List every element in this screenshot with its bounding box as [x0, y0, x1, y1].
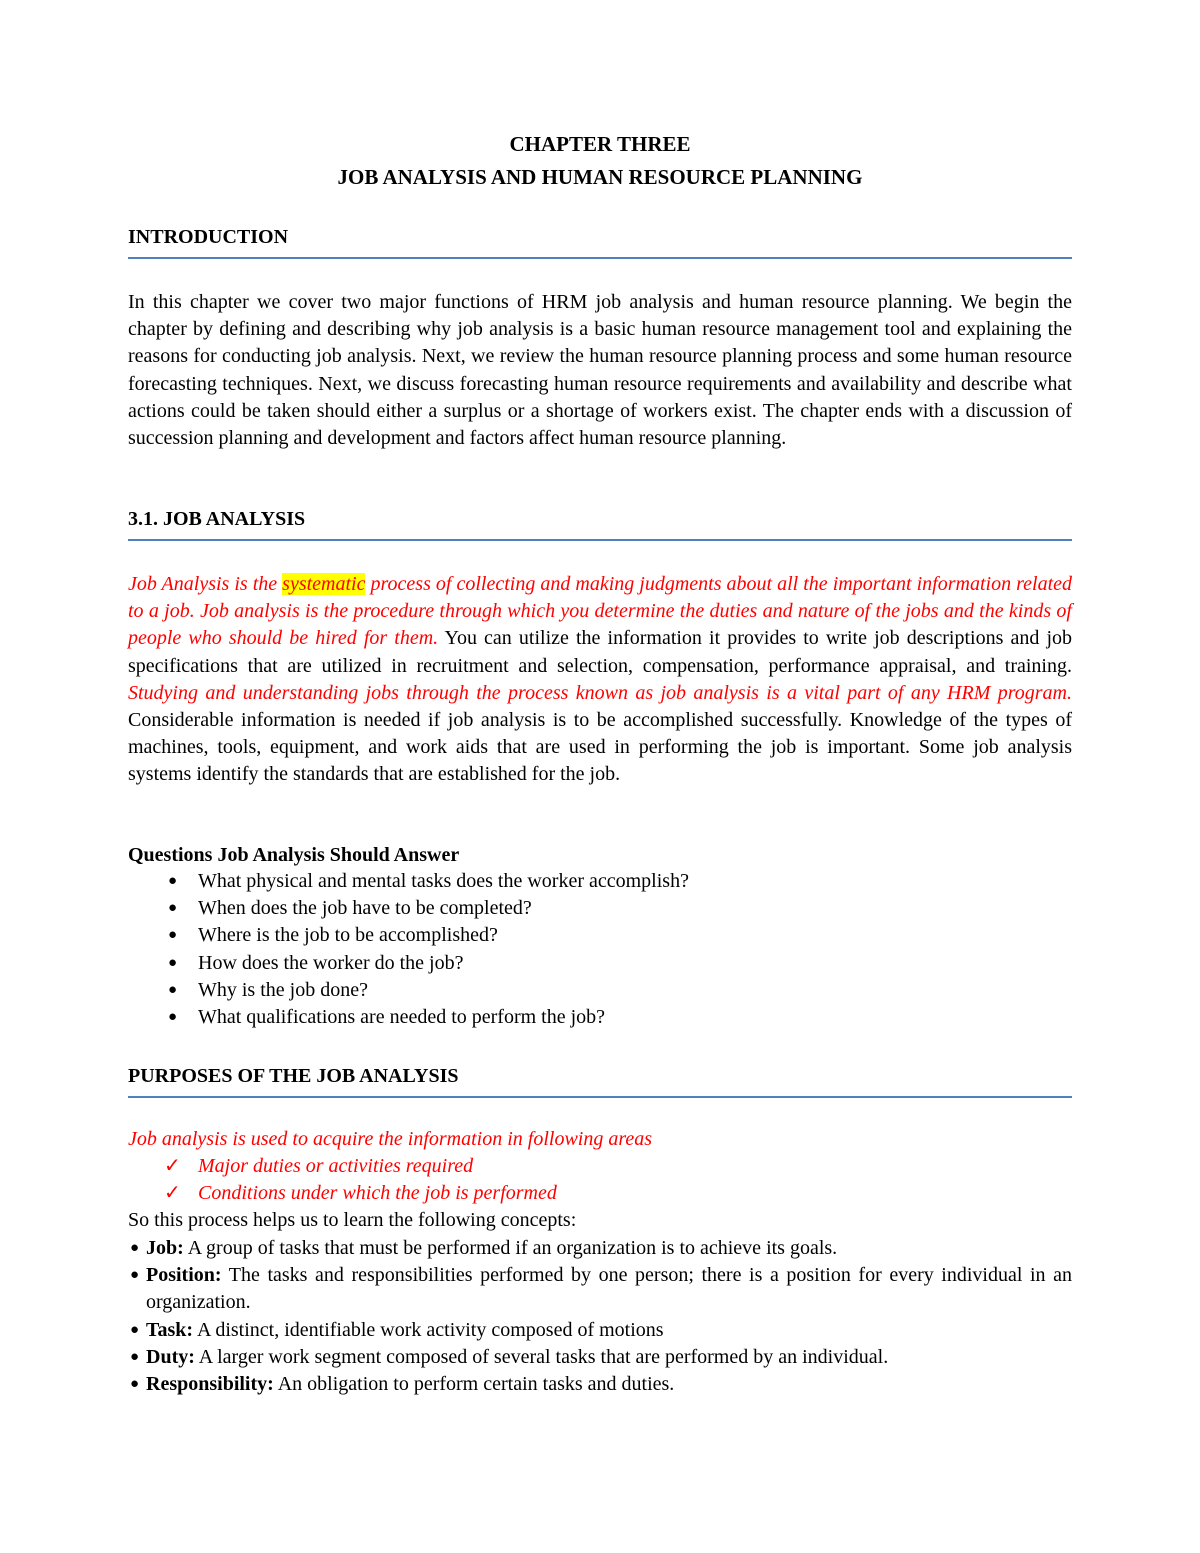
list-item — [128, 922, 689, 949]
definition-text: process of collecting and making judgments about all the important information related to a job. Job analysis is the procedure through which you determine the duties and nature of the jobs and the kinds of people who should be hired for them. — [128, 573, 1073, 650]
bullet-icon: ● — [130, 1267, 140, 1284]
introduction-paragraph: In this chapter we cover two major functions of HRM job analysis and human resource planning. We begin the chapter by defining and describing why job analysis is a basic human resource management tool and explaining the reasons for conducting job analysis. Next, we review the human resource planning process and some human resource forecasting techniques. Next, we discuss forecasting human resource requirements and availability and describe what actions could be taken should either a surplus or a shortage of workers exist. The chapter ends with a discussion of succession planning and development and factors affect human resource planning. — [128, 291, 1072, 450]
concept-definition: An obligation to perform certain tasks and duties. — [273, 1373, 675, 1396]
job-analysis-paragraph — [128, 571, 1072, 789]
bullet-icon: ● — [130, 1348, 140, 1365]
bullet-icon: ● — [168, 981, 178, 998]
question-text: When does the job have to be completed? — [198, 897, 532, 920]
bullet-icon: ● — [130, 1240, 140, 1256]
check-item-conditions: Conditions under which the job is performed — [198, 1182, 557, 1204]
concept-term: Responsibility: — [146, 1373, 274, 1396]
question-text: What physical and mental tasks does the worker accomplish? — [198, 870, 689, 892]
concept-term: Position: — [146, 1264, 222, 1287]
bullet-icon: ● — [168, 873, 178, 889]
question-text: Where is the job to be accomplished? — [198, 924, 498, 947]
bullet-icon: ● — [168, 900, 178, 917]
bullet-icon: ● — [168, 927, 178, 944]
questions-heading: Questions Job Analysis Should Answer — [128, 844, 460, 866]
concepts-list — [128, 1235, 1072, 1398]
concept-term: Duty: — [146, 1345, 195, 1368]
list-item — [128, 868, 689, 895]
checkmark-icon: ✓ — [164, 1155, 181, 1177]
plain-text-b: Considerable information is needed if job analysis is to be accomplished successfully. Knowledge of the types of machines, tools, equipment, and work aids that are used in performing the job is important. Some job analysis systems identify the standards that are established for the job. — [128, 709, 1072, 786]
concept-definition: A larger work segment composed of several tasks that are performed by an individual. — [194, 1345, 889, 1368]
introduction-heading: INTRODUCTION — [128, 225, 1072, 259]
questions-list — [128, 868, 689, 1031]
purposes-heading: PURPOSES OF THE JOB ANALYSIS — [128, 1064, 1072, 1098]
bullet-icon: ● — [130, 1376, 140, 1393]
checkmark-icon: ✓ — [164, 1182, 181, 1204]
job-analysis-heading: 3.1. JOB ANALYSIS — [128, 507, 1072, 541]
concept-term: Task: — [146, 1318, 194, 1341]
plain-text-a: You can utilize the information it provides to write job descriptions and job specifications that are utilized in recruitment and selection, compensation, performance appraisal, and training. — [128, 627, 1073, 677]
question-text: What qualifications are needed to perform the job? — [198, 1005, 606, 1028]
question-text: How does the worker do the job? — [198, 951, 464, 974]
concept-definition: The tasks and responsibilities performed by one person; there is a position for every individual in an organization. — [146, 1264, 1072, 1314]
list-item — [128, 1004, 689, 1031]
definition-text-start: Job Analysis is the — [128, 573, 283, 595]
list-item — [128, 977, 689, 1004]
emphasis-text: Studying and understanding jobs through the process known as job analysis is a vital part of any HRM program. — [128, 681, 1072, 704]
concept-item-position — [128, 1262, 1072, 1316]
check-item-duties: Major duties or activities required — [198, 1155, 474, 1177]
bullet-icon: ● — [130, 1321, 140, 1338]
purposes-intro: Job analysis is used to acquire the information in following areas — [128, 1128, 653, 1150]
concept-definition: A distinct, identifiable work activity composed of motions — [193, 1318, 664, 1341]
concept-item-responsibility — [128, 1371, 1072, 1398]
concept-term: Job: — [146, 1237, 184, 1259]
bullet-icon: ● — [168, 1008, 178, 1025]
chapter-number-title: CHAPTER THREE — [509, 132, 691, 156]
bullet-icon: ● — [168, 954, 178, 971]
list-item — [128, 895, 689, 922]
concept-item-job — [128, 1235, 1072, 1262]
concept-item-duty — [128, 1344, 1072, 1371]
concept-definition: A group of tasks that must be performed if an organization is to achieve its goals. — [183, 1237, 838, 1259]
chapter-title: JOB ANALYSIS AND HUMAN RESOURCE PLANNING — [337, 165, 863, 189]
concept-item-task — [128, 1317, 1072, 1344]
list-item — [128, 950, 689, 977]
concepts-intro: So this process helps us to learn the following concepts: — [128, 1209, 577, 1231]
question-text: Why is the job done? — [198, 978, 368, 1001]
highlighted-word: systematic — [282, 573, 366, 595]
